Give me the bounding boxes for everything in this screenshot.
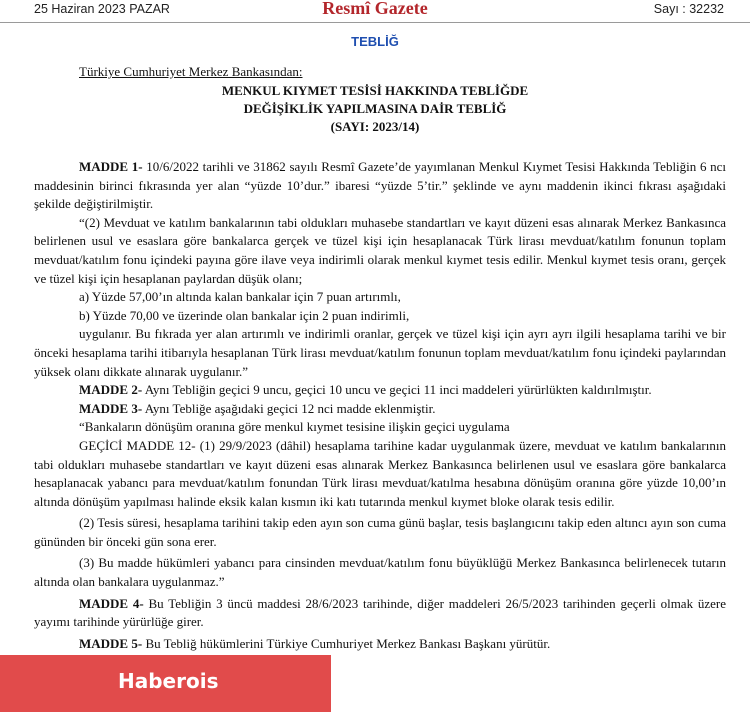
- page-header: [0, 0, 750, 23]
- article-2-label: MADDE 2-: [79, 382, 143, 398]
- article-2: [34, 381, 726, 400]
- article-5: [34, 635, 726, 654]
- article-4-text: Bu Tebliğin 3 üncü maddesi 28/6/2023 tarihinde, diğer maddeleri 26/5/2023 tarihinden geçerli olmak üzere yayımı tarihinde yürürlüğe girer.: [34, 595, 726, 630]
- heading-line-1: MENKUL KIYMET TESİSİ HAKKINDA TEBLİĞDE: [221, 83, 529, 98]
- watermark-banner: [0, 655, 331, 712]
- article-4: [34, 595, 726, 632]
- paragraph-3: uygulanır. Bu fıkrada yer alan artırımlı ve indirimli oranlar, gerçek ve tüzel kişi için ayrı ayrı ilgili hesaplama tarihi ve bir önceki hesaplama tarihi itibarıyla hesaplanan Türk lirası mevduat/katılım fonunun toplam mevduat/katılım fonu içindeki paylarından yüksek olanı dikkate alınarak uygulanır.”: [34, 326, 726, 379]
- temporary-article-12-clause-3: (3) Bu madde hükümleri yabancı para cinsinden mevduat/katılım fonu büyüklüğü Merkez Bankasınca belirlenecek tutarın altında olan bankalara uygulanmaz.”: [34, 555, 726, 590]
- issuer-line: Türkiye Cumhuriyet Merkez Bankasından:: [79, 64, 303, 79]
- document-heading: [0, 82, 750, 136]
- section-title: TEBLİĞ: [351, 34, 399, 49]
- temporary-article-title: “Bankaların dönüşüm oranına göre menkul kıymet tesisine ilişkin geçici uygulama: [79, 419, 510, 435]
- heading-line-3: (SAYI: 2023/14): [330, 119, 420, 134]
- list-item-a: a) Yüzde 57,00’ın altında kalan bankalar için 7 puan artırımlı,: [79, 289, 401, 305]
- article-4-label: MADDE 4-: [79, 595, 144, 611]
- issue-number: Sayı : 32232: [653, 2, 724, 16]
- temporary-article-12: GEÇİCİ MADDE 12- (1) 29/9/2023 (dâhil) hesaplama tarihine kadar uygulanmak üzere, mevduat ve katılım bankalarının tabi oldukları muhasebe standartları ve kayıt düzeni esas alınarak Merkez Bankasınca belirlenen usul ve esaslara göre bankalarca hesaplanacak yabancı para mevduat/katılım fonundan Türk lirası mevduat/katılma hesabına dönüşüm oranına göre yüzde 10,00’ın altında dönüşüm yapılması halinde eksik kalan kısmın iki katı tutarında menkul kıymet bloke olarak tesis edilir.: [34, 437, 726, 509]
- article-1-text: 10/6/2022 tarihli ve 31862 sayılı Resmî Gazete’de yayımlanan Menkul Kıymet Tesisi Hakkında Tebliğin 6 ncı maddesinin birinci fıkrasında yer alan “yüzde 10’dur.” ibaresi “yüzde 5’tir.” şeklinde ve aynı maddenin ikinci fıkrası aşağıdaki şekilde değiştirilmiştir.: [34, 159, 726, 212]
- article-1: [34, 158, 726, 214]
- watermark-logo: Haberois: [118, 669, 219, 693]
- article-5-text: Bu Tebliğ hükümlerini Türkiye Cumhuriyet Merkez Bankası Başkanı yürütür.: [142, 635, 551, 651]
- article-2-text: Aynı Tebliğin geçici 9 uncu, geçici 10 uncu ve geçici 11 inci maddeleri yürürlükten kaldırılmıştır.: [142, 382, 652, 398]
- article-3-label: MADDE 3-: [79, 400, 143, 416]
- temporary-article-12-clause-2: (2) Tesis süresi, hesaplama tarihini takip eden ayın son cuma günü başlar, tesis başlangıcını takip eden altıncı ayın son cuma gününden bir önceki gün sona erer.: [34, 515, 726, 549]
- document-body: [34, 158, 726, 653]
- article-5-label: MADDE 5-: [79, 635, 143, 651]
- heading-line-2: DEĞİŞİKLİK YAPILMASINA DAİR TEBLİĞ: [243, 101, 507, 116]
- article-3-text: Aynı Tebliğe aşağıdaki geçici 12 nci madde eklenmiştir.: [142, 400, 436, 416]
- paragraph-2: “(2) Mevduat ve katılım bankalarının tabi oldukları muhasebe standartları ve kayıt düzeni esas alınarak Merkez Bankasınca belirlenen usul ve esaslara göre bankalarca gerçek ve tüzel kişi için hesaplanacak Türk lirası mevduat/katılım fonunun toplam mevduat/katılım fonu içindeki payına göre ilave veya indirimli olarak menkul kıymet tesis edilir. Menkul kıymet tesis oranı, gerçek ve tüzel kişi için hesaplanan paylardan düşük olanı;: [34, 214, 726, 286]
- article-1-label: MADDE 1-: [79, 159, 143, 174]
- list-item-b: b) Yüzde 70,00 ve üzerinde olan bankalar için 2 puan indirimli,: [79, 307, 410, 323]
- article-3: [34, 400, 726, 419]
- gazette-title: Resmî Gazete: [322, 0, 428, 18]
- header-date: 25 Haziran 2023 PAZAR: [34, 2, 170, 16]
